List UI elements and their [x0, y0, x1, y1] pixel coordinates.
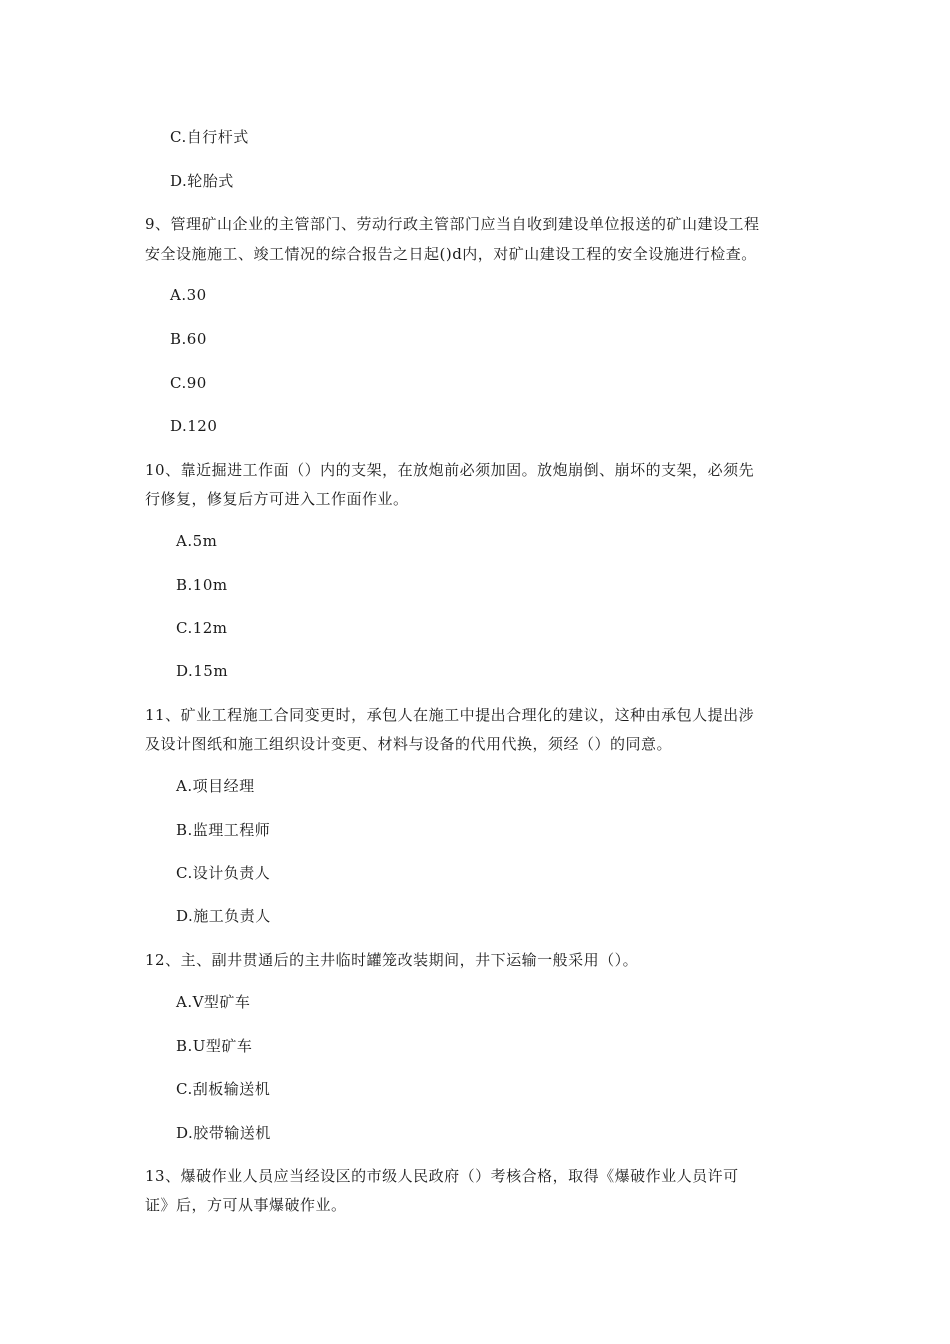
question-11-option-b: B.监理工程师 [176, 821, 271, 839]
question-10-option-a: A.5m [176, 532, 218, 550]
question-13-line-2: 证》后，方可从事爆破作业。 [145, 1196, 347, 1214]
question-13-line-1: 13、爆破作业人员应当经设区的市级人民政府（）考核合格，取得《爆破作业人员许可 [145, 1167, 739, 1185]
question-9-option-a: A.30 [170, 286, 207, 304]
question-11-option-c: C.设计负责人 [176, 864, 271, 882]
question-11-option-a: A.项目经理 [176, 777, 255, 795]
question-10-option-d: D.15m [176, 662, 229, 680]
question-11-option-d: D.施工负责人 [176, 907, 271, 925]
question-12-option-a: A.V型矿车 [176, 993, 251, 1011]
question-12-option-d: D.胶带输送机 [176, 1124, 271, 1142]
question-9-option-b: B.60 [170, 330, 207, 348]
question-9-option-d: D.120 [170, 417, 218, 435]
question-11-line-2: 及设计图纸和施工组织设计变更、材料与设备的代用代换，须经（）的同意。 [145, 735, 673, 753]
option-d-prev: D.轮胎式 [170, 172, 234, 190]
question-9-line-2: 安全设施施工、竣工情况的综合报告之日起()d内，对矿山建设工程的安全设施进行检查。 [145, 245, 757, 263]
option-c-prev: C.自行杆式 [170, 128, 249, 146]
question-10-line-1: 10、靠近掘进工作面（）内的支架，在放炮前必须加固。放炮崩倒、崩坏的支架，必须先 [145, 461, 755, 479]
question-10-option-b: B.10m [176, 576, 228, 594]
question-10-option-c: C.12m [176, 619, 228, 637]
question-12-line-1: 12、主、副井贯通后的主井临时罐笼改装期间，井下运输一般采用（）。 [145, 951, 639, 969]
question-12-option-c: C.刮板输送机 [176, 1080, 271, 1098]
question-10-line-2: 行修复，修复后方可进入工作面作业。 [145, 490, 409, 508]
question-11-line-1: 11、矿业工程施工合同变更时，承包人在施工中提出合理化的建议，这种由承包人提出涉 [145, 706, 755, 724]
question-9-option-c: C.90 [170, 374, 207, 392]
question-12-option-b: B.U型矿车 [176, 1037, 253, 1055]
question-9-line-1: 9、管理矿山企业的主管部门、劳动行政主管部门应当自收到建设单位报送的矿山建设工程 [145, 215, 760, 233]
